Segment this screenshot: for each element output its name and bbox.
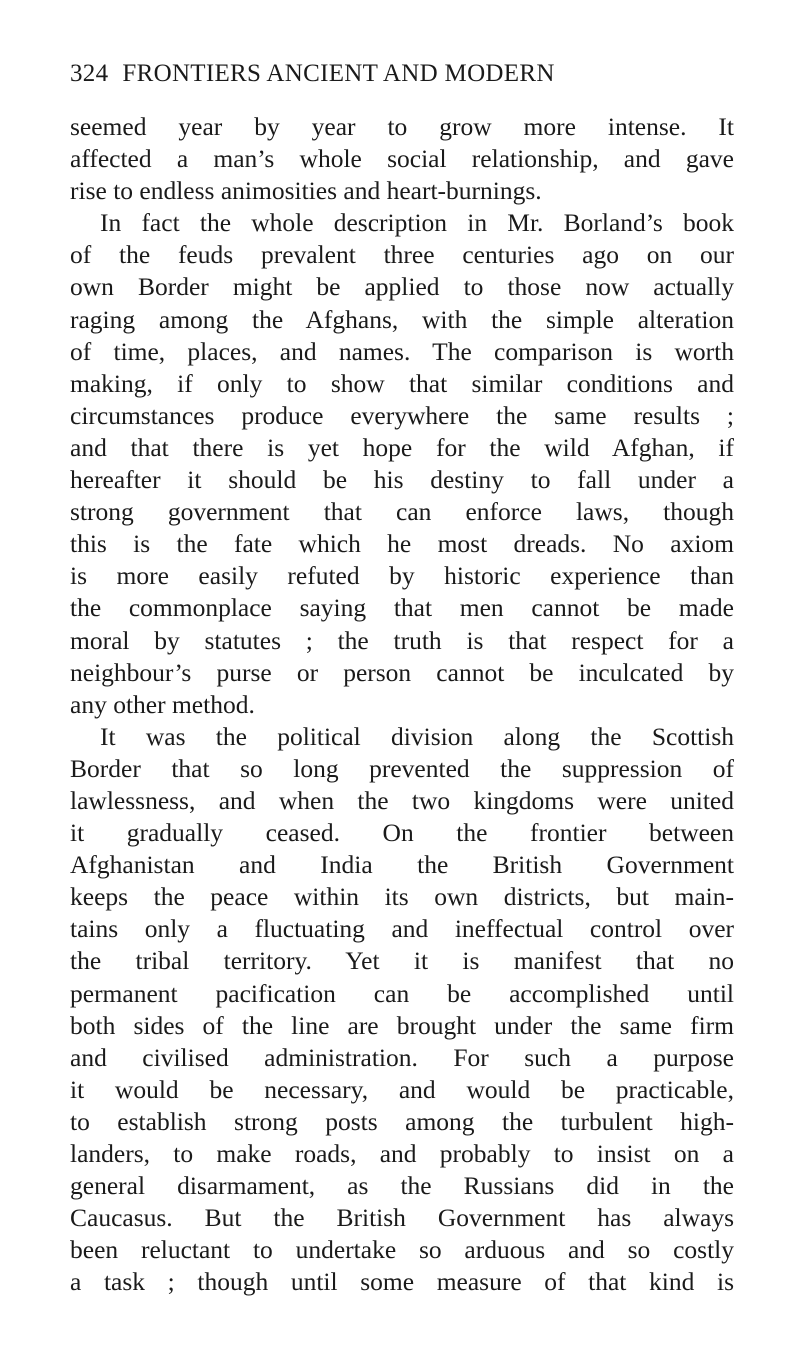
text-line: it would be necessary, and would be practicable, [70, 1074, 734, 1104]
text-line: making, if only to show that similar conditions and [70, 368, 734, 398]
text-line: general disarmament, as the Russians did in the [70, 1171, 734, 1201]
text-line: circumstances produce everywhere the same results ; [70, 400, 734, 430]
text-line: and that there is yet hope for the wild Afghan, if [70, 432, 734, 462]
text-line: neighbour’s purse or person cannot be inculcated by [70, 657, 734, 687]
text-line: Border that so long prevented the suppression of [70, 753, 734, 783]
text-line: Afghanistan and India the British Government [70, 850, 734, 880]
text-line: this is the fate which he most dreads. No axiom [70, 529, 734, 559]
page-number: 324 [70, 60, 109, 87]
text-line: is more easily refuted by historic experience than [70, 561, 734, 591]
text-line: any other method. [70, 689, 255, 719]
text-line: In fact the whole description in Mr. Borland’s book [100, 208, 734, 238]
paragraph [70, 111, 734, 207]
text-line: keeps the peace within its own districts, but main- [70, 882, 734, 912]
text-line: to establish strong posts among the turbulent high- [70, 1106, 734, 1136]
text-line: tains only a fluctuating and ineffectual control over [70, 914, 734, 944]
text-line: rise to endless animosities and heart-burnings. [70, 176, 542, 206]
text-line: strong government that can enforce laws, though [70, 497, 734, 527]
text-line: raging among the Afghans, with the simple alteration [70, 304, 734, 334]
text-line: of time, places, and names. The comparison is worth [70, 336, 734, 366]
text-line: and civilised administration. For such a purpose [70, 1042, 734, 1072]
text-line: permanent pacification can be accomplished until [70, 978, 734, 1008]
text-line: lawlessness, and when the two kingdoms were united [70, 785, 734, 815]
text-line: own Border might be applied to those now actually [70, 272, 734, 302]
text-line: it gradually ceased. On the frontier between [70, 818, 734, 848]
text-line: Caucasus. But the British Government has always [70, 1203, 734, 1233]
text-line: a task ; though until some measure of that kind is [70, 1267, 734, 1297]
text-line: both sides of the line are brought under the same firm [70, 1010, 734, 1040]
text-line: landers, to make roads, and probably to insist on a [70, 1139, 734, 1168]
text-line: affected a man’s whole social relationship, and gave [70, 144, 734, 174]
paragraph [70, 207, 734, 721]
text-line: been reluctant to undertake so arduous and so costly [70, 1235, 734, 1265]
text-line: moral by statutes ; the truth is that respect for a [70, 625, 734, 655]
text-line: It was the political division along the Scottish [100, 721, 734, 751]
text-line: hereafter it should be his destiny to fall under a [70, 465, 734, 495]
running-header [70, 58, 740, 90]
text-line: the commonplace saying that men cannot be made [70, 593, 734, 623]
paragraph [70, 721, 734, 1299]
body-text [70, 111, 734, 1298]
text-line: seemed year by year to grow more intense. It [70, 112, 734, 141]
text-line: of the feuds prevalent three centuries ago on our [70, 240, 734, 270]
text-line: the tribal territory. Yet it is manifest that no [70, 946, 734, 976]
running-title: FRONTIERS ANCIENT AND MODERN [122, 60, 555, 87]
